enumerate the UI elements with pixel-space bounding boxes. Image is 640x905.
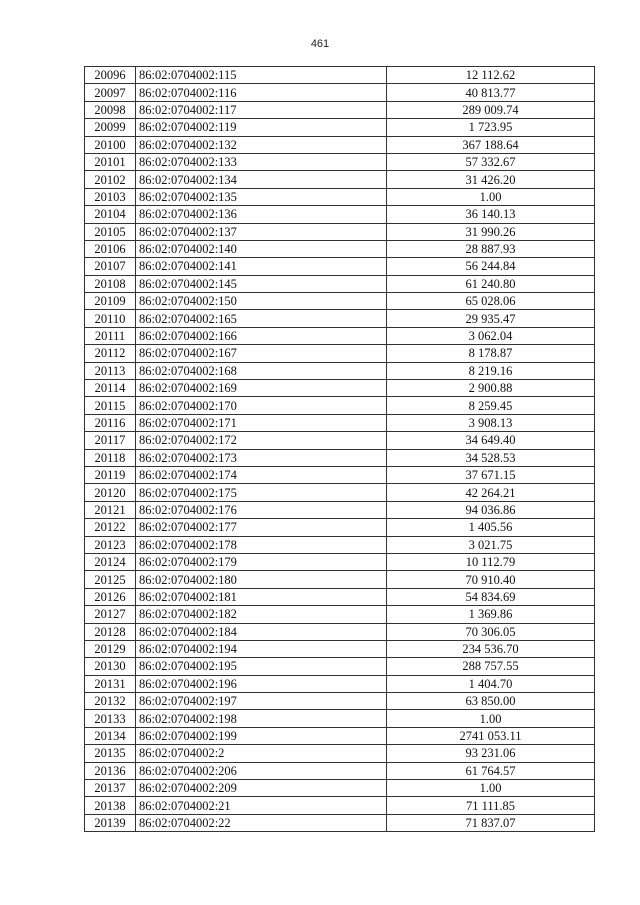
value-cell: 31 426.20: [387, 171, 595, 188]
row-number-cell: 20126: [85, 588, 136, 605]
table-row: [85, 380, 595, 397]
value-cell: 367 188.64: [387, 136, 595, 153]
row-number-cell: 20134: [85, 727, 136, 744]
row-number-cell: 20111: [85, 327, 136, 344]
table-row: [85, 362, 595, 379]
row-number-cell: 20130: [85, 658, 136, 675]
value-cell: 93 231.06: [387, 745, 595, 762]
cadastral-number-cell: 86:02:0704002:140: [136, 240, 387, 257]
row-number-cell: 20100: [85, 136, 136, 153]
value-cell: 65 028.06: [387, 293, 595, 310]
cadastral-number-cell: 86:02:0704002:145: [136, 275, 387, 292]
cadastral-number-cell: 86:02:0704002:169: [136, 380, 387, 397]
table-row: [85, 119, 595, 136]
table-row: [85, 606, 595, 623]
value-cell: 29 935.47: [387, 310, 595, 327]
cadastral-number-cell: 86:02:0704002:179: [136, 553, 387, 570]
table-row: [85, 623, 595, 640]
value-cell: 31 990.26: [387, 223, 595, 240]
table-row: [85, 310, 595, 327]
cadastral-number-cell: 86:02:0704002:195: [136, 658, 387, 675]
table-row: [85, 814, 595, 831]
value-cell: 61 240.80: [387, 275, 595, 292]
value-cell: 1 404.70: [387, 675, 595, 692]
cadastral-number-cell: 86:02:0704002:134: [136, 171, 387, 188]
cadastral-number-cell: 86:02:0704002:197: [136, 693, 387, 710]
table-row: [85, 223, 595, 240]
row-number-cell: 20131: [85, 675, 136, 692]
row-number-cell: 20121: [85, 501, 136, 518]
cadastral-number-cell: 86:02:0704002:167: [136, 345, 387, 362]
value-cell: 3 021.75: [387, 536, 595, 553]
cadastral-number-cell: 86:02:0704002:119: [136, 119, 387, 136]
cadastral-value-table: [84, 66, 595, 832]
row-number-cell: 20115: [85, 397, 136, 414]
value-cell: 8 259.45: [387, 397, 595, 414]
cadastral-number-cell: 86:02:0704002:22: [136, 814, 387, 831]
value-cell: 57 332.67: [387, 153, 595, 170]
cadastral-number-cell: 86:02:0704002:176: [136, 501, 387, 518]
value-cell: 2741 053.11: [387, 727, 595, 744]
row-number-cell: 20106: [85, 240, 136, 257]
value-cell: 37 671.15: [387, 466, 595, 483]
table-row: [85, 745, 595, 762]
row-number-cell: 20125: [85, 571, 136, 588]
cadastral-number-cell: 86:02:0704002:173: [136, 449, 387, 466]
row-number-cell: 20138: [85, 797, 136, 814]
table-row: [85, 484, 595, 501]
row-number-cell: 20096: [85, 67, 136, 84]
cadastral-number-cell: 86:02:0704002:184: [136, 623, 387, 640]
value-cell: 10 112.79: [387, 553, 595, 570]
value-cell: 34 528.53: [387, 449, 595, 466]
table-row: [85, 136, 595, 153]
cadastral-number-cell: 86:02:0704002:136: [136, 206, 387, 223]
row-number-cell: 20107: [85, 258, 136, 275]
row-number-cell: 20105: [85, 223, 136, 240]
row-number-cell: 20119: [85, 466, 136, 483]
cadastral-number-cell: 86:02:0704002:168: [136, 362, 387, 379]
row-number-cell: 20133: [85, 710, 136, 727]
cadastral-number-cell: 86:02:0704002:150: [136, 293, 387, 310]
table-row: [85, 67, 595, 84]
row-number-cell: 20127: [85, 606, 136, 623]
table-row: [85, 466, 595, 483]
value-cell: 1.00: [387, 780, 595, 797]
value-cell: 289 009.74: [387, 101, 595, 118]
row-number-cell: 20129: [85, 640, 136, 657]
cadastral-number-cell: 86:02:0704002:116: [136, 84, 387, 101]
value-cell: 71 837.07: [387, 814, 595, 831]
value-cell: 71 111.85: [387, 797, 595, 814]
cadastral-number-cell: 86:02:0704002:115: [136, 67, 387, 84]
value-cell: 61 764.57: [387, 762, 595, 779]
value-cell: 94 036.86: [387, 501, 595, 518]
cadastral-number-cell: 86:02:0704002:196: [136, 675, 387, 692]
row-number-cell: 20117: [85, 432, 136, 449]
value-cell: 36 140.13: [387, 206, 595, 223]
table-row: [85, 275, 595, 292]
table-row: [85, 397, 595, 414]
cadastral-number-cell: 86:02:0704002:133: [136, 153, 387, 170]
cadastral-number-cell: 86:02:0704002:171: [136, 414, 387, 431]
row-number-cell: 20139: [85, 814, 136, 831]
cadastral-number-cell: 86:02:0704002:199: [136, 727, 387, 744]
value-cell: 234 536.70: [387, 640, 595, 657]
table-row: [85, 553, 595, 570]
row-number-cell: 20136: [85, 762, 136, 779]
table-row: [85, 84, 595, 101]
table-row: [85, 571, 595, 588]
table-row: [85, 797, 595, 814]
row-number-cell: 20114: [85, 380, 136, 397]
value-cell: 34 649.40: [387, 432, 595, 449]
value-cell: 70 910.40: [387, 571, 595, 588]
table-row: [85, 675, 595, 692]
value-cell: 1.00: [387, 188, 595, 205]
table-row: [85, 762, 595, 779]
cadastral-number-cell: 86:02:0704002:170: [136, 397, 387, 414]
cadastral-number-cell: 86:02:0704002:206: [136, 762, 387, 779]
cadastral-number-cell: 86:02:0704002:132: [136, 136, 387, 153]
row-number-cell: 20112: [85, 345, 136, 362]
cadastral-number-cell: 86:02:0704002:180: [136, 571, 387, 588]
table-row: [85, 519, 595, 536]
value-cell: 2 900.88: [387, 380, 595, 397]
cadastral-number-cell: 86:02:0704002:117: [136, 101, 387, 118]
table-row: [85, 693, 595, 710]
row-number-cell: 20110: [85, 310, 136, 327]
row-number-cell: 20137: [85, 780, 136, 797]
page-number: 461: [310, 38, 330, 50]
table-row: [85, 240, 595, 257]
cadastral-number-cell: 86:02:0704002:194: [136, 640, 387, 657]
row-number-cell: 20099: [85, 119, 136, 136]
table-row: [85, 640, 595, 657]
row-number-cell: 20128: [85, 623, 136, 640]
cadastral-number-cell: 86:02:0704002:2: [136, 745, 387, 762]
table-row: [85, 658, 595, 675]
value-cell: 1 723.95: [387, 119, 595, 136]
cadastral-number-cell: 86:02:0704002:172: [136, 432, 387, 449]
table-row: [85, 414, 595, 431]
table-row: [85, 206, 595, 223]
row-number-cell: 20098: [85, 101, 136, 118]
value-cell: 1 405.56: [387, 519, 595, 536]
row-number-cell: 20123: [85, 536, 136, 553]
value-cell: 8 219.16: [387, 362, 595, 379]
value-cell: 40 813.77: [387, 84, 595, 101]
row-number-cell: 20118: [85, 449, 136, 466]
row-number-cell: 20104: [85, 206, 136, 223]
cadastral-number-cell: 86:02:0704002:137: [136, 223, 387, 240]
value-cell: 288 757.55: [387, 658, 595, 675]
table-row: [85, 345, 595, 362]
value-cell: 42 264.21: [387, 484, 595, 501]
value-cell: 70 306.05: [387, 623, 595, 640]
cadastral-number-cell: 86:02:0704002:175: [136, 484, 387, 501]
table-row: [85, 293, 595, 310]
value-cell: 54 834.69: [387, 588, 595, 605]
row-number-cell: 20113: [85, 362, 136, 379]
value-cell: 3 062.04: [387, 327, 595, 344]
row-number-cell: 20122: [85, 519, 136, 536]
cadastral-number-cell: 86:02:0704002:198: [136, 710, 387, 727]
row-number-cell: 20108: [85, 275, 136, 292]
cadastral-number-cell: 86:02:0704002:135: [136, 188, 387, 205]
value-cell: 3 908.13: [387, 414, 595, 431]
cadastral-number-cell: 86:02:0704002:166: [136, 327, 387, 344]
table-row: [85, 101, 595, 118]
value-cell: 1.00: [387, 710, 595, 727]
cadastral-number-cell: 86:02:0704002:165: [136, 310, 387, 327]
row-number-cell: 20102: [85, 171, 136, 188]
row-number-cell: 20109: [85, 293, 136, 310]
cadastral-number-cell: 86:02:0704002:181: [136, 588, 387, 605]
cadastral-number-cell: 86:02:0704002:178: [136, 536, 387, 553]
value-cell: 28 887.93: [387, 240, 595, 257]
table-row: [85, 588, 595, 605]
table-row: [85, 171, 595, 188]
table-row: [85, 258, 595, 275]
value-cell: 12 112.62: [387, 67, 595, 84]
table-row: [85, 449, 595, 466]
row-number-cell: 20132: [85, 693, 136, 710]
table-row: [85, 780, 595, 797]
cadastral-number-cell: 86:02:0704002:182: [136, 606, 387, 623]
table-row: [85, 188, 595, 205]
cadastral-number-cell: 86:02:0704002:177: [136, 519, 387, 536]
row-number-cell: 20097: [85, 84, 136, 101]
table-row: [85, 432, 595, 449]
value-cell: 1 369.86: [387, 606, 595, 623]
table-row: [85, 727, 595, 744]
cadastral-number-cell: 86:02:0704002:21: [136, 797, 387, 814]
cadastral-number-cell: 86:02:0704002:141: [136, 258, 387, 275]
row-number-cell: 20103: [85, 188, 136, 205]
table-row: [85, 327, 595, 344]
table-row: [85, 536, 595, 553]
row-number-cell: 20101: [85, 153, 136, 170]
value-cell: 56 244.84: [387, 258, 595, 275]
value-cell: 8 178.87: [387, 345, 595, 362]
table-body: [85, 67, 595, 832]
table-row: [85, 501, 595, 518]
value-cell: 63 850.00: [387, 693, 595, 710]
table-row: [85, 710, 595, 727]
table-row: [85, 153, 595, 170]
row-number-cell: 20120: [85, 484, 136, 501]
cadastral-number-cell: 86:02:0704002:174: [136, 466, 387, 483]
row-number-cell: 20124: [85, 553, 136, 570]
row-number-cell: 20135: [85, 745, 136, 762]
cadastral-number-cell: 86:02:0704002:209: [136, 780, 387, 797]
row-number-cell: 20116: [85, 414, 136, 431]
